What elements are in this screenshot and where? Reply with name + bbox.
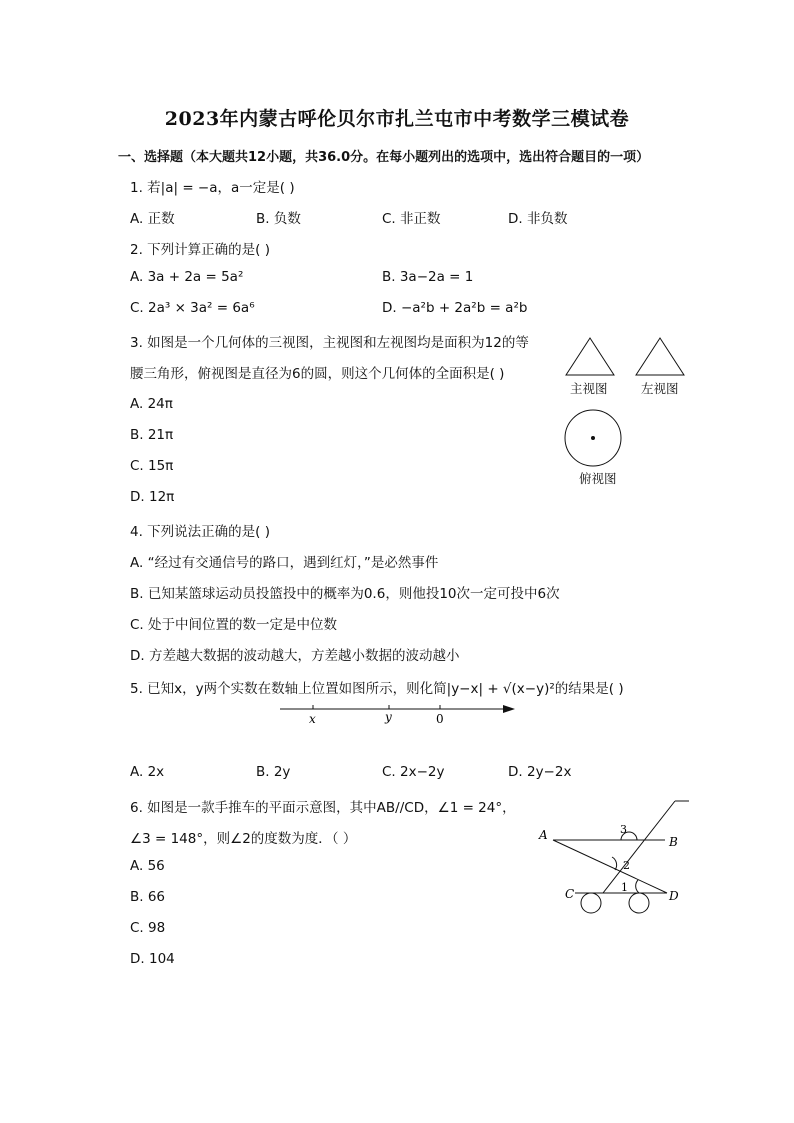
q4-option-a: A. “经过有交通信号的路口，遇到红灯，”是必然事件 <box>130 555 439 571</box>
top-view-center-dot <box>591 436 595 440</box>
section-heading: 一、选择题（本大题共12小题，共36.0分。在每小题列出的选项中，选出符合题目的一项） <box>118 150 650 165</box>
q4-option-b: B. 已知某篮球运动员投篮投中的概率为0.6，则他投10次一定可投中6次 <box>130 586 560 602</box>
point-d-label: D <box>669 889 679 903</box>
q5-option-c: C. 2x−2y <box>382 764 445 780</box>
left-view-triangle <box>636 338 684 375</box>
left-view-label: 左视图 <box>641 381 679 396</box>
point-b-label: B <box>669 835 678 849</box>
angle-1-label: 1 <box>621 881 628 894</box>
q3-stem-line2: 腰三角形，俯视图是直径为6的圆，则这个几何体的全面积是( ) <box>130 366 505 382</box>
q1-option-c: C. 非正数 <box>382 211 441 227</box>
q5-option-d: D. 2y−2x <box>508 764 572 780</box>
angle-3-label: 3 <box>620 823 627 836</box>
q6-option-a: A. 56 <box>130 858 165 874</box>
angle-1-arc <box>636 880 639 893</box>
q6-option-b: B. 66 <box>130 889 166 905</box>
wheel-right <box>629 893 649 913</box>
q2-option-d: D. −a²b + 2a²b = a²b <box>382 300 528 316</box>
q2-option-a: A. 3a + 2a = 5a² <box>130 269 244 285</box>
number-line-arrow <box>503 705 515 713</box>
q6-option-d: D. 104 <box>130 951 175 967</box>
page-title: 2023年内蒙古呼伦贝尔市扎兰屯市中考数学三模试卷 <box>164 108 630 130</box>
q1-option-d: D. 非负数 <box>508 211 568 227</box>
line-ad <box>553 840 667 893</box>
q6-stem-line1: 6. 如图是一款手推车的平面示意图，其中AB//CD，∠1 = 24°， <box>130 800 516 816</box>
q3-option-c: C. 15π <box>130 458 174 474</box>
wheel-left <box>581 893 601 913</box>
q3-option-a: A. 24π <box>130 396 173 412</box>
axis-label-zero: 0 <box>436 712 444 726</box>
main-view-triangle <box>566 338 614 375</box>
q6-option-c: C. 98 <box>130 920 166 936</box>
top-view-label: 俯视图 <box>579 471 617 486</box>
q3-stem-line1: 3. 如图是一个几何体的三视图，主视图和左视图均是面积为12的等 <box>130 335 529 351</box>
q4-option-d: D. 方差越大数据的波动越大，方差越小数据的波动越小 <box>130 648 460 664</box>
q1-option-b: B. 负数 <box>256 211 301 227</box>
q2-option-b: B. 3a−2a = 1 <box>382 269 474 285</box>
handle-line <box>603 801 675 893</box>
q2-stem: 2. 下列计算正确的是( ) <box>130 242 270 258</box>
number-line <box>275 700 525 730</box>
q4-stem: 4. 下列说法正确的是( ) <box>130 524 270 540</box>
main-view-label: 主视图 <box>570 381 608 396</box>
q2-option-c: C. 2a³ × 3a² = 6a⁶ <box>130 300 255 316</box>
q3-option-d: D. 12π <box>130 489 175 505</box>
point-a-label: A <box>539 828 548 842</box>
q4-option-c: C. 处于中间位置的数一定是中位数 <box>130 617 338 633</box>
axis-label-y: y <box>385 710 392 724</box>
q6-stem-line2: ∠3 = 148°，则∠2的度数为度．（ ） <box>130 831 357 847</box>
q5-option-b: B. 2y <box>256 764 291 780</box>
q1-stem: 1. 若|a| = −a，a一定是( ) <box>130 180 295 196</box>
cart-figure <box>535 795 695 920</box>
three-view-figure <box>560 330 700 490</box>
point-c-label: C <box>565 887 575 901</box>
q5-stem: 5. 已知x，y两个实数在数轴上位置如图所示，则化简|y−x| + √(x−y)²的结果是( ) <box>130 681 624 697</box>
q1-option-a: A. 正数 <box>130 211 175 227</box>
q3-option-b: B. 21π <box>130 427 174 443</box>
axis-label-x: x <box>309 712 316 726</box>
angle-2-label: 2 <box>623 859 630 872</box>
q5-option-a: A. 2x <box>130 764 165 780</box>
